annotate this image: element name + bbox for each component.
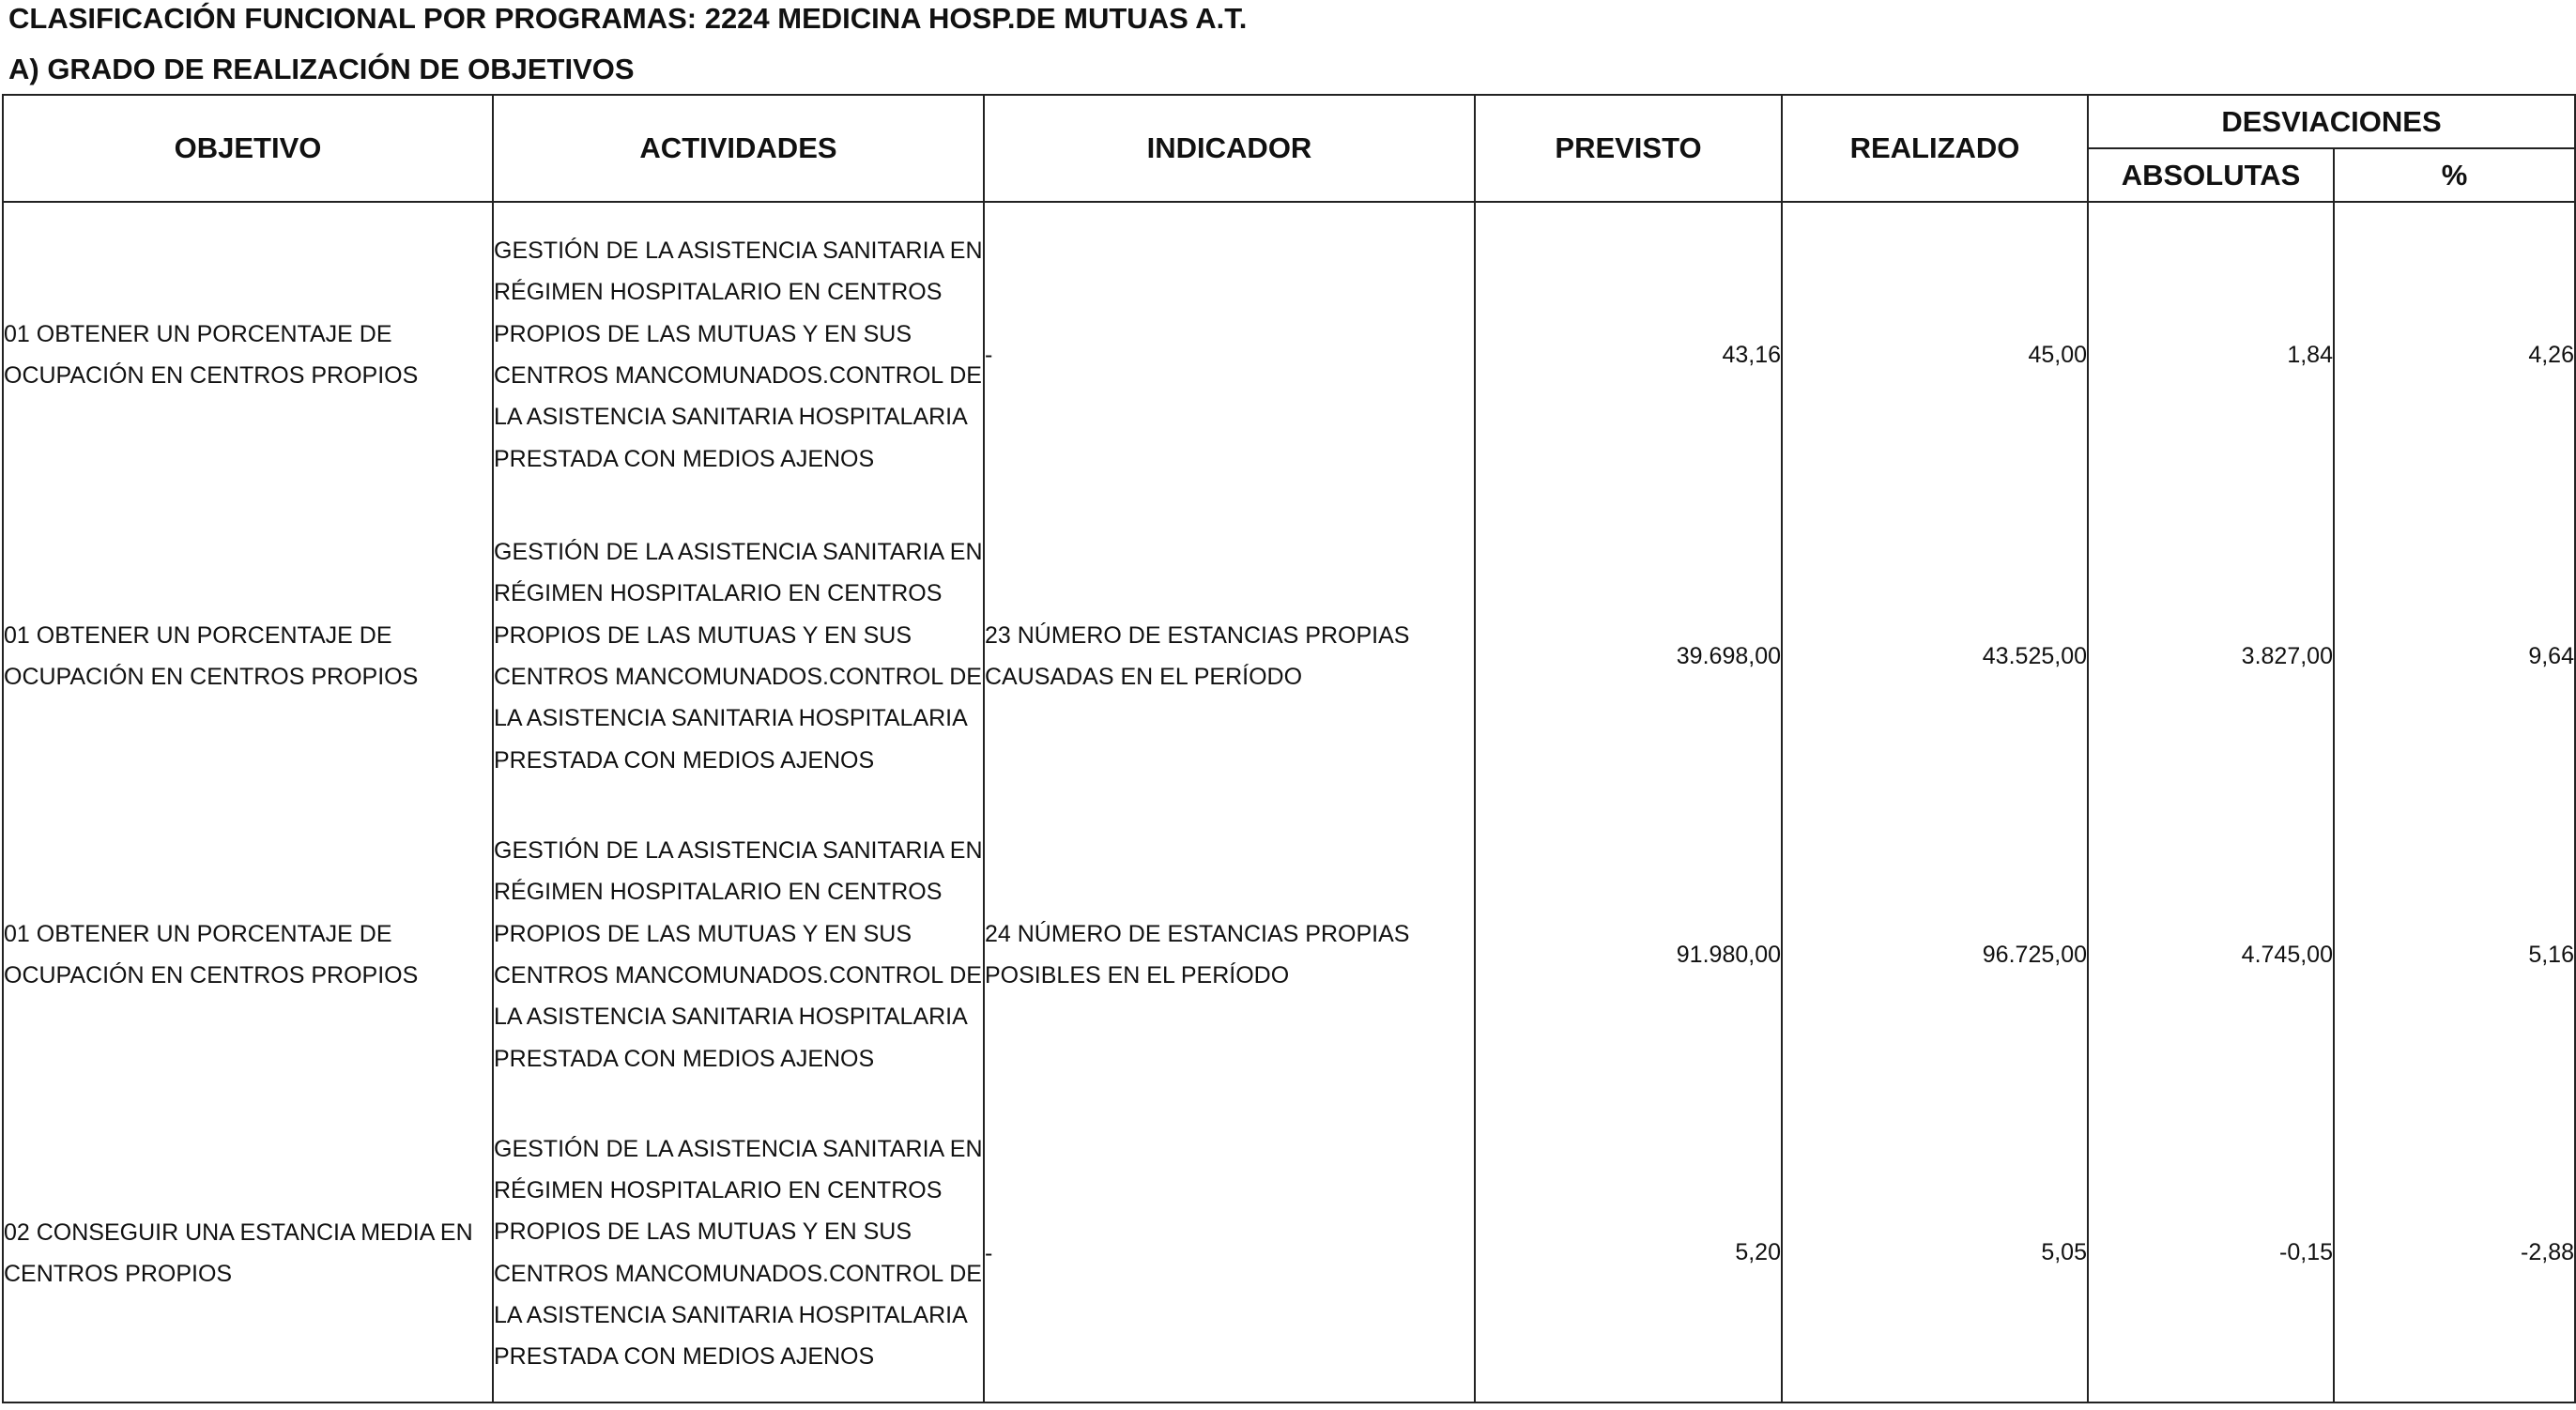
absolutas-cell: -0,15 — [2088, 1104, 2334, 1402]
realizado-cell: 45,00 — [1782, 202, 2088, 507]
indicador-cell: - — [984, 1104, 1475, 1402]
absolutas-cell: 1,84 — [2088, 202, 2334, 507]
actividades-cell: GESTIÓN DE LA ASISTENCIA SANITARIA EN RÉGIMEN HOSPITALARIO EN CENTROS PROPIOS DE LAS MUTUAS Y EN SUS CENTROS MANCOMUNADOS.CONTROL DE LA ASISTENCIA SANITARIA HOSPITALARIA PRESTADA CON MEDIOS AJENOS — [493, 1104, 984, 1402]
objetivo-cell: 01 OBTENER UN PORCENTAJE DE OCUPACIÓN EN CENTROS PROPIOS — [3, 805, 493, 1104]
porcentaje-cell: 9,64 — [2334, 507, 2575, 805]
actividades-cell: GESTIÓN DE LA ASISTENCIA SANITARIA EN RÉGIMEN HOSPITALARIO EN CENTROS PROPIOS DE LAS MUTUAS Y EN SUS CENTROS MANCOMUNADOS.CONTROL DE LA ASISTENCIA SANITARIA HOSPITALARIA PRESTADA CON MEDIOS AJENOS — [493, 805, 984, 1104]
indicador-cell: 24 NÚMERO DE ESTANCIAS PROPIAS POSIBLES EN EL PERÍODO — [984, 805, 1475, 1104]
realizado-cell: 43.525,00 — [1782, 507, 2088, 805]
table-row — [3, 507, 2575, 805]
absolutas-cell: 3.827,00 — [2088, 507, 2334, 805]
column-header-realizado: REALIZADO — [1782, 95, 2088, 202]
objetivo-cell: 01 OBTENER UN PORCENTAJE DE OCUPACIÓN EN CENTROS PROPIOS — [3, 507, 493, 805]
column-header-objetivo: OBJETIVO — [3, 95, 493, 202]
table-row — [3, 202, 2575, 507]
column-header-indicador: INDICADOR — [984, 95, 1475, 202]
table-row — [3, 1104, 2575, 1402]
column-header-absolutas: ABSOLUTAS — [2088, 148, 2334, 202]
page-title: CLASIFICACIÓN FUNCIONAL POR PROGRAMAS: 2224 MEDICINA HOSP.DE MUTUAS A.T. — [8, 2, 1248, 35]
column-header-desviaciones: DESVIACIONES — [2088, 95, 2575, 148]
indicador-cell: - — [984, 202, 1475, 507]
porcentaje-cell: 5,16 — [2334, 805, 2575, 1104]
actividades-cell: GESTIÓN DE LA ASISTENCIA SANITARIA EN RÉGIMEN HOSPITALARIO EN CENTROS PROPIOS DE LAS MUTUAS Y EN SUS CENTROS MANCOMUNADOS.CONTROL DE LA ASISTENCIA SANITARIA HOSPITALARIA PRESTADA CON MEDIOS AJENOS — [493, 507, 984, 805]
realizado-cell: 5,05 — [1782, 1104, 2088, 1402]
previsto-cell: 91.980,00 — [1475, 805, 1782, 1104]
objetivo-cell: 01 OBTENER UN PORCENTAJE DE OCUPACIÓN EN CENTROS PROPIOS — [3, 202, 493, 507]
section-title: A) GRADO DE REALIZACIÓN DE OBJETIVOS — [8, 53, 635, 85]
actividades-cell: GESTIÓN DE LA ASISTENCIA SANITARIA EN RÉGIMEN HOSPITALARIO EN CENTROS PROPIOS DE LAS MUTUAS Y EN SUS CENTROS MANCOMUNADOS.CONTROL DE LA ASISTENCIA SANITARIA HOSPITALARIA PRESTADA CON MEDIOS AJENOS — [493, 202, 984, 507]
column-header-previsto: PREVISTO — [1475, 95, 1782, 202]
column-header-actividades: ACTIVIDADES — [493, 95, 984, 202]
porcentaje-cell: -2,88 — [2334, 1104, 2575, 1402]
objetivo-cell: 02 CONSEGUIR UNA ESTANCIA MEDIA EN CENTROS PROPIOS — [3, 1104, 493, 1402]
indicador-cell: 23 NÚMERO DE ESTANCIAS PROPIAS CAUSADAS EN EL PERÍODO — [984, 507, 1475, 805]
previsto-cell: 43,16 — [1475, 202, 1782, 507]
previsto-cell: 39.698,00 — [1475, 507, 1782, 805]
porcentaje-cell: 4,26 — [2334, 202, 2575, 507]
previsto-cell: 5,20 — [1475, 1104, 1782, 1402]
table-row — [3, 805, 2575, 1104]
absolutas-cell: 4.745,00 — [2088, 805, 2334, 1104]
realizado-cell: 96.725,00 — [1782, 805, 2088, 1104]
column-header-porcentaje: % — [2334, 148, 2575, 202]
objectives-table — [2, 94, 2576, 1403]
